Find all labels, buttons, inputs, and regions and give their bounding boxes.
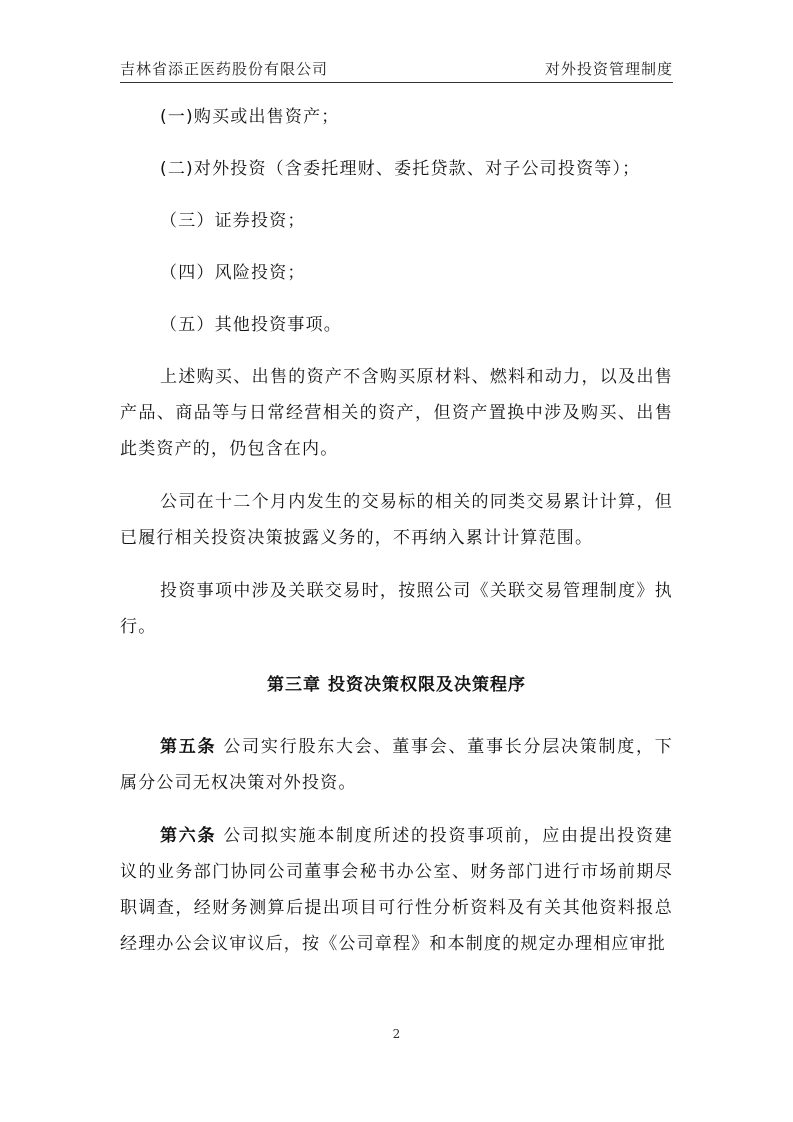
page-header — [120, 54, 673, 83]
page-number: 2 — [392, 1027, 401, 1041]
header-document-title: 对外投资管理制度 — [544, 60, 673, 78]
article-5-label: 第五条 — [160, 737, 217, 757]
article-6-label: 第六条 — [160, 826, 217, 846]
article-5 — [120, 729, 673, 801]
list-item-securities-investment: （三）证券投资； — [160, 211, 306, 231]
chapter-heading: 第三章 投资决策权限及决策程序 — [267, 675, 526, 695]
list-item-other-investment: （五）其他投资事项。 — [160, 315, 342, 335]
paragraph-assets-scope: 上述购买、出售的资产不含购买原材料、燃料和动力，以及出售产品、商品等与日常经营相关的资产，但资产置换中涉及购买、出售此类资产的，仍包含在内。 — [120, 367, 673, 459]
header-company-name: 吉林省添正医药股份有限公司 — [120, 60, 329, 78]
article-6 — [120, 818, 673, 962]
paragraph-related-transactions: 投资事项中涉及关联交易时，按照公司《关联交易管理制度》执行。 — [120, 581, 673, 637]
document-body — [120, 99, 673, 979]
list-item-buy-sell-assets: (一)购买或出售资产； — [160, 107, 340, 127]
paragraph-cumulative-calculation: 公司在十二个月内发生的交易标的相关的同类交易累计计算，但已履行相关投资决策披露义务的，不再纳入累计计算范围。 — [120, 492, 673, 548]
article-6-text: 公司拟实施本制度所述的投资事项前，应由提出投资建议的业务部门协同公司董事会秘书办公室、财务部门进行市场前期尽职调查，经财务测算后提出项目可行性分析资料及有关其他资料报总经理办公会议审议后，按《公司章程》和本制度的规定办理相应审批 — [120, 826, 673, 954]
list-item-external-investment: (二)对外投资（含委托理财、委托贷款、对子公司投资等）； — [160, 159, 641, 179]
list-item-risk-investment: （四）风险投资； — [160, 263, 306, 283]
article-5-text: 公司实行股东大会、董事会、董事长分层决策制度，下属分公司无权决策对外投资。 — [120, 737, 673, 793]
